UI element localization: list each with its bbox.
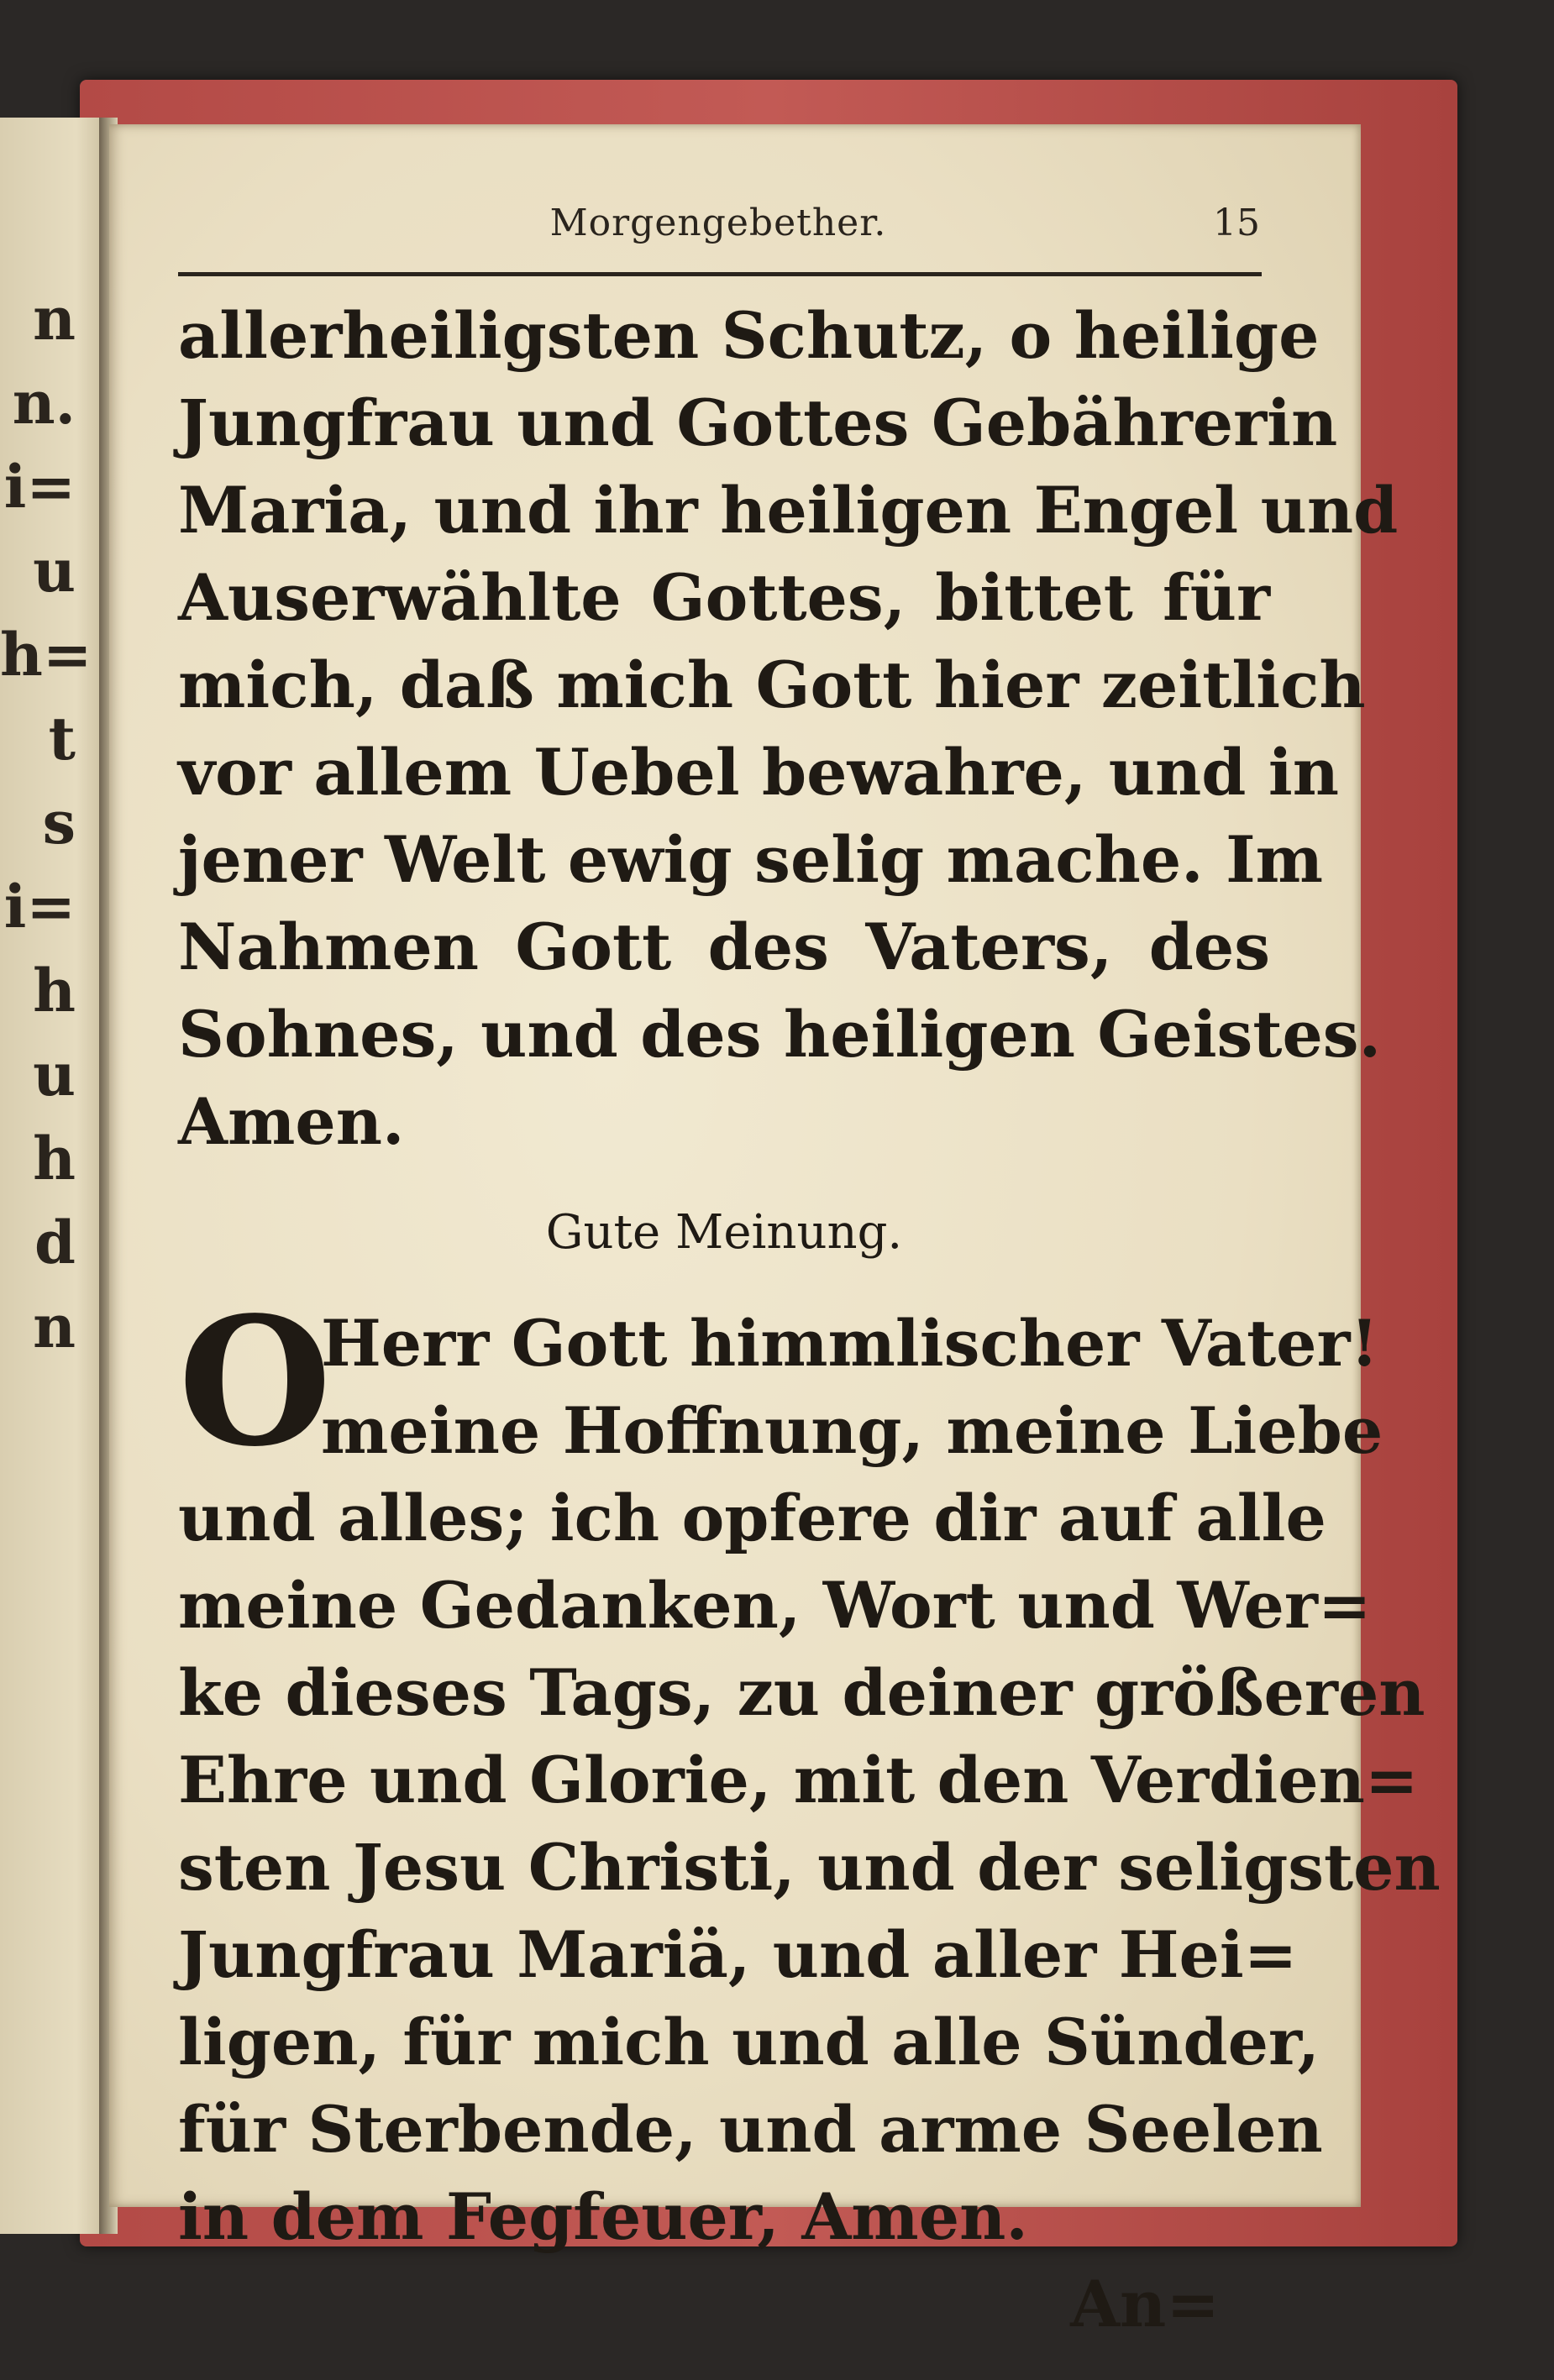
text-line: mich, daß mich Gott hier zeitlich [178, 647, 1366, 722]
text-line: ke dieses Tags, zu deiner größeren [178, 1655, 1425, 1730]
text-line: Maria, und ihr heiligen Engel und [178, 473, 1399, 548]
text-line: ligen, für mich und alle Sünder, [178, 2005, 1320, 2079]
page-header [176, 202, 1260, 260]
text-line: Jungfrau Mariä, und aller Hei= [178, 1917, 1298, 1992]
left-page-edge [0, 118, 109, 2234]
text-line: Herr Gott himmlischer Vater! [321, 1306, 1378, 1381]
text-line: meine Gedanken, Wort und Wer= [178, 1568, 1372, 1643]
running-head: Morgengebether. [549, 202, 887, 244]
text-line: allerheiligsten Schutz, o heilige [178, 298, 1320, 373]
header-rule [178, 272, 1262, 276]
text-line: Nahmen Gott des Vaters, des [178, 910, 1270, 984]
drop-cap-paragraph [178, 1278, 1383, 1486]
text-line: Sohnes, und des heiligen Geistes. [178, 997, 1382, 1072]
text-line: meine Hoffnung, meine Liebe [321, 1393, 1383, 1468]
text-line: Amen. [178, 1084, 405, 1159]
text-line: Jungfrau und Gottes Gebährerin [178, 385, 1338, 460]
catchword: An= [1070, 2267, 1220, 2341]
page-body [178, 292, 1441, 2348]
text-line: vor allem Uebel bewahre, und in [178, 735, 1339, 810]
drop-cap-initial: O [178, 1278, 332, 1486]
text-line: Ehre und Glorie, mit den Verdien= [178, 1743, 1419, 1817]
text-line: für Sterbende, und arme Seelen [178, 2092, 1323, 2167]
text-line: sten Jesu Christi, und der seligsten [178, 1830, 1441, 1905]
section-heading: Gute Meinung. [545, 1205, 903, 1260]
text-line: jener Welt ewig selig mache. Im [178, 822, 1324, 897]
text-line: in dem Fegfeuer, Amen. [178, 2179, 1028, 2254]
book-page [109, 124, 1441, 2341]
text-line: Auserwählte Gottes, bittet für [178, 560, 1270, 635]
left-page-bleed-text: n n. i= u h= t s i= h u h d n [0, 284, 92, 1361]
page-number: 15 [1213, 202, 1260, 244]
text-line: und alles; ich opfere dir auf alle [178, 1481, 1326, 1555]
